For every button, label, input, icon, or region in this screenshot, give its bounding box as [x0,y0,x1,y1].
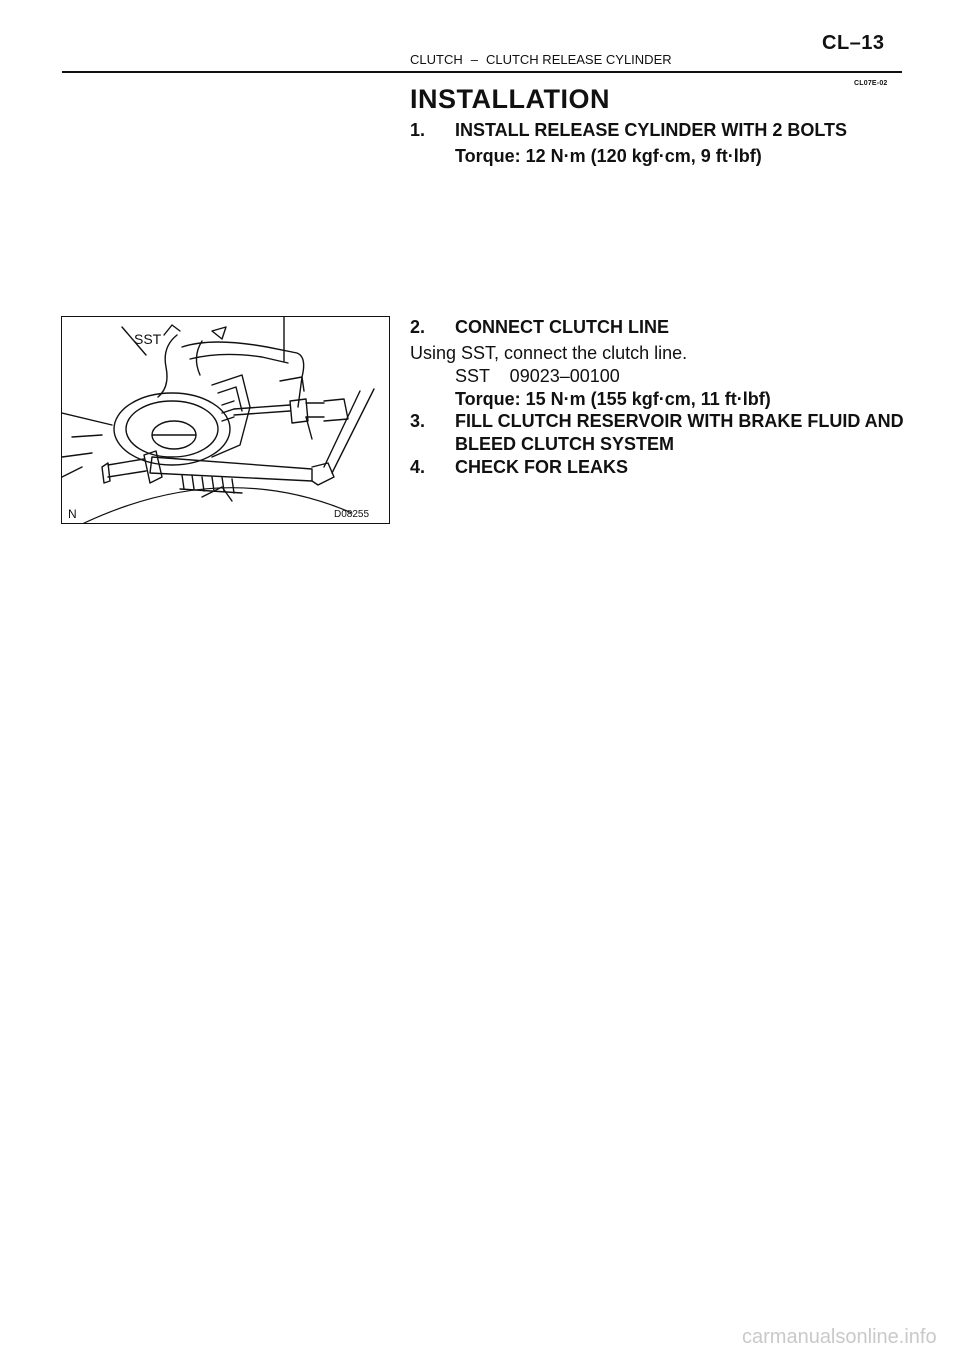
step-1-torque: Torque: 12 N·m (120 kgf·cm, 9 ft·lbf) [455,146,762,166]
illustration-figure [61,316,390,524]
step-1 [410,120,847,141]
step-text: CONNECT CLUTCH LINE [455,317,669,337]
section-name: CLUTCH RELEASE CYLINDER [485,52,672,67]
step-2 [410,317,669,338]
section-title: INSTALLATION [410,84,610,114]
step-text: INSTALL RELEASE CYLINDER WITH 2 BOLTS [455,120,848,140]
step-number: 2. [410,317,426,337]
step-number: 4. [410,457,426,477]
step-4 [410,457,628,478]
step-text: CHECK FOR LEAKS [455,457,629,477]
watermark: carmanualsonline.info [742,1326,937,1348]
step-number: 3. [410,411,426,431]
figure-code: D08255 [334,509,370,520]
step-2-instruction: Using SST, connect the clutch line. [410,343,688,363]
header-separator: – [470,52,478,67]
figure-sst-label: SST [134,331,162,347]
header-rule [62,71,902,73]
release-cylinder-drawing [62,317,390,524]
step-number: 1. [410,120,426,140]
step-text: FILL CLUTCH RESERVOIR WITH BRAKE FLUID AND [455,411,904,431]
step-2-torque: Torque: 15 N·m (155 kgf·cm, 11 ft·lbf) [455,389,771,409]
step-2-sst: SST 09023–00100 [455,366,620,386]
chapter-title: CLUTCH [410,52,463,67]
figure-corner-label: N [68,507,77,521]
step-3-continued: BLEED CLUTCH SYSTEM [455,434,675,454]
document-code: CL07E-02 [854,80,888,87]
step-3 [410,411,904,432]
running-head [410,52,672,67]
page-number: CL–13 [822,32,885,54]
